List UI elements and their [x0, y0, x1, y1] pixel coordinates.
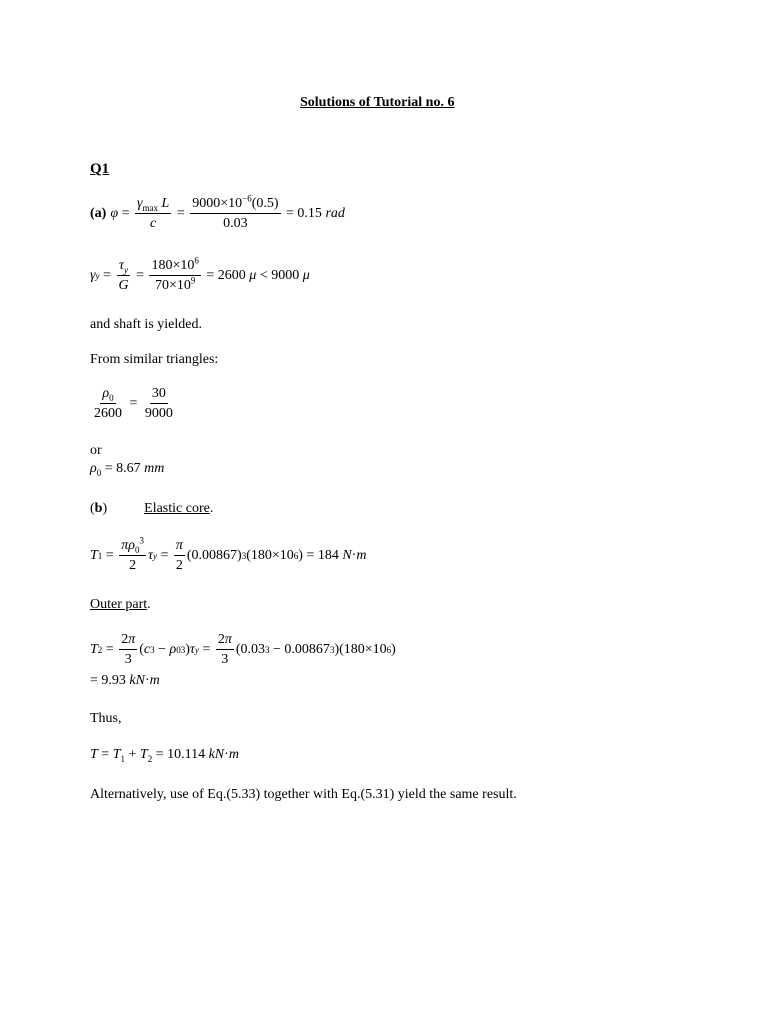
t1-fraction-1: $\frac{\pi\rho_0^3}{2}$ [121, 535, 144, 574]
ratio-fraction-2: $\frac{30}{9000}$ [144, 386, 173, 422]
phi-unit: rad [325, 205, 345, 221]
text-or: or [90, 443, 102, 458]
closing-text: Alternatively, use of Eq.(5.33) together with Eq.(5.31) yield the same result. [90, 787, 517, 802]
part-a-label: (a) [90, 205, 107, 221]
phi-fraction-1: $\frac{\gamma_{max} L}{c}$ [136, 196, 170, 232]
elastic-core-heading: Elastic core [144, 501, 210, 516]
phi-fraction-2: $\frac{9000\times 10^{-6}(0.5)}{0.03}$ [192, 193, 279, 232]
rho-result: $\rho_0 = 8.67$ mm [90, 461, 165, 478]
part-b-label: (b) [90, 501, 108, 516]
t1-fraction-2: $\frac{\pi}{2}$ [175, 538, 183, 574]
part-b-header: (b) Elastic core. [90, 501, 214, 516]
gamma-equation: γ y = $\frac{\tau_y}{G}$ = $\frac{180\times 10^6}{70\times 10^9}$ = 2600 μ < 9000 μ [90, 255, 310, 294]
t2-result: = 9.93 kN·m [90, 673, 160, 688]
t2-fraction-1: $\frac{2\pi}{3}$ [121, 632, 136, 668]
page-title: Solutions of Tutorial no. 6 [300, 95, 455, 110]
t1-equation: T 1 = $\frac{\pi\rho_0^3}{2}$ τ y = $\frac{\pi}{2}$ (0.00867) 3 (180×10 6 ) = 184 N · m [90, 535, 367, 574]
text-yielded: and shaft is yielded. [90, 317, 202, 332]
ratio-fraction-1: $\frac{\rho_0}{2600}$ [94, 386, 122, 422]
total-torque: $T = T_1 + T_2 = 10.114$ kN·m [90, 747, 239, 764]
gamma-fraction-1: $\frac{\tau_y}{G}$ [118, 258, 129, 294]
text-thus: Thus, [90, 711, 122, 726]
question-heading: Q1 [90, 161, 110, 177]
t2-equation: T 2 = $\frac{2\pi}{3}$ ( c 3 − ρ 0 3 ) τ y = $\frac{2\pi}{3}$ (0.03 3 − 0.00867 3 )(180×10 6 ) [90, 632, 396, 668]
ratio-equation: $\frac{\rho_0}{2600}$ = $\frac{30}{9000}$ [94, 386, 173, 422]
phi-equation: (a) φ = $\frac{\gamma_{max} L}{c}$ = $\frac{9000\times 10^{-6}(0.5)}{0.03}$ = 0.15 rad [90, 193, 345, 232]
outer-part-heading: Outer part. [90, 597, 151, 612]
gamma-fraction-2: $\frac{180\times 10^6}{70\times 10^9}$ [151, 255, 199, 294]
text-similar-triangles: From similar triangles: [90, 352, 219, 367]
t2-fraction-2: $\frac{2\pi}{3}$ [217, 632, 232, 668]
